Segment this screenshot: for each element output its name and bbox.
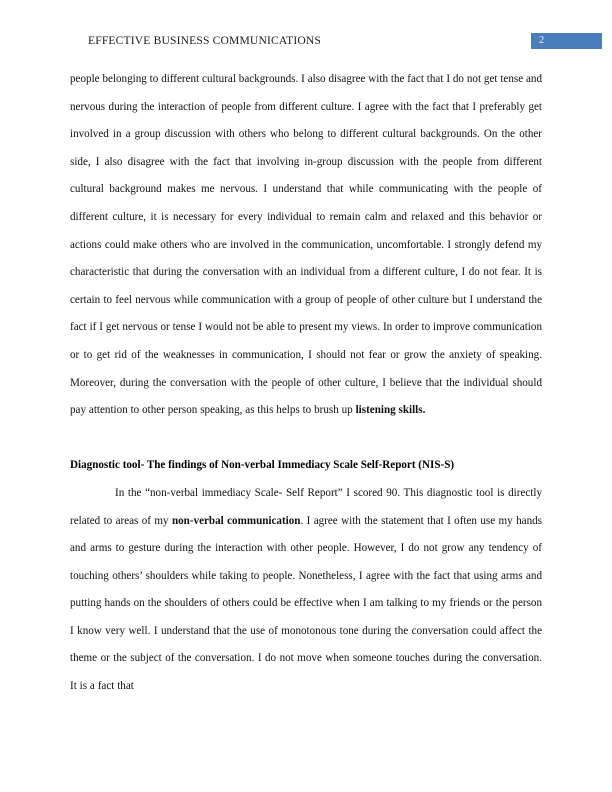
paragraph-2-text: In the “non-verbal immediacy Scale- Self Report” I scored 90. This diagnostic tool is directly related to areas of my bbox=[70, 486, 542, 527]
paragraph-continued bbox=[70, 66, 542, 425]
paragraph-1-text: people belonging to different cultural backgrounds. I also disagree with the fact that I do not get tense and nervous during the interaction of people from different culture. I agree with the fact that I preferably get involved in a group discussion with others who belong to different cultural backgrounds. On the other side, I also disagree with the fact that involving in-group discussion with the people from different cultural background makes me nervous. I understand that while communicating with the people of different culture, it is necessary for every individual to remain calm and relaxed and this behavior or actions could make others who are involved in the communication, uncomfortable. I strongly defend my characteristic that during the conversation with an individual from a different culture, I do not fear. It is certain to feel nervous while communication with a group of people of other culture but I understand the fact if I get nervous or tense I would not be able to present my views. In order to improve communication or to get rid of the weaknesses in communication, I should not fear or grow the anxiety of speaking. Moreover, during the conversation with the people of other culture, I believe that the individual should pay attention to other person speaking, as this helps to brush up bbox=[70, 73, 543, 417]
paragraph-2-bold-run: non-verbal communication bbox=[171, 514, 301, 527]
paragraph-1-bold-run: listening skills. bbox=[355, 404, 426, 417]
paragraph-2-text-tail: . I agree with the statement that I often use my hands and arms to gesture during the interaction with other people. However, I do not grow any tendency of touching others’ shoulders while taking to people. Nonetheless, I agree with the fact that using arms and putting hands on the shoulders of others could be effective when I am talking to my friends or the person I know very well. I understand that the use of monotonous tone during the conversation could affect the theme or the subject of the conversation. I do not move when someone touches during the conversation. It is a fact that bbox=[70, 514, 542, 693]
paragraph-diagnostic-findings bbox=[70, 480, 542, 701]
heading-spacer bbox=[70, 425, 542, 453]
section-heading-diagnostic-tool: Diagnostic tool- The findings of Non-verbal Immediacy Scale Self-Report (NIS-S) bbox=[70, 459, 455, 472]
page-number-text: 2 bbox=[539, 35, 545, 46]
page-number-badge bbox=[531, 33, 602, 49]
page-header bbox=[0, 0, 612, 62]
document-body bbox=[70, 66, 542, 701]
header-title: EFFECTIVE BUSINESS COMMUNICATIONS bbox=[88, 34, 321, 47]
